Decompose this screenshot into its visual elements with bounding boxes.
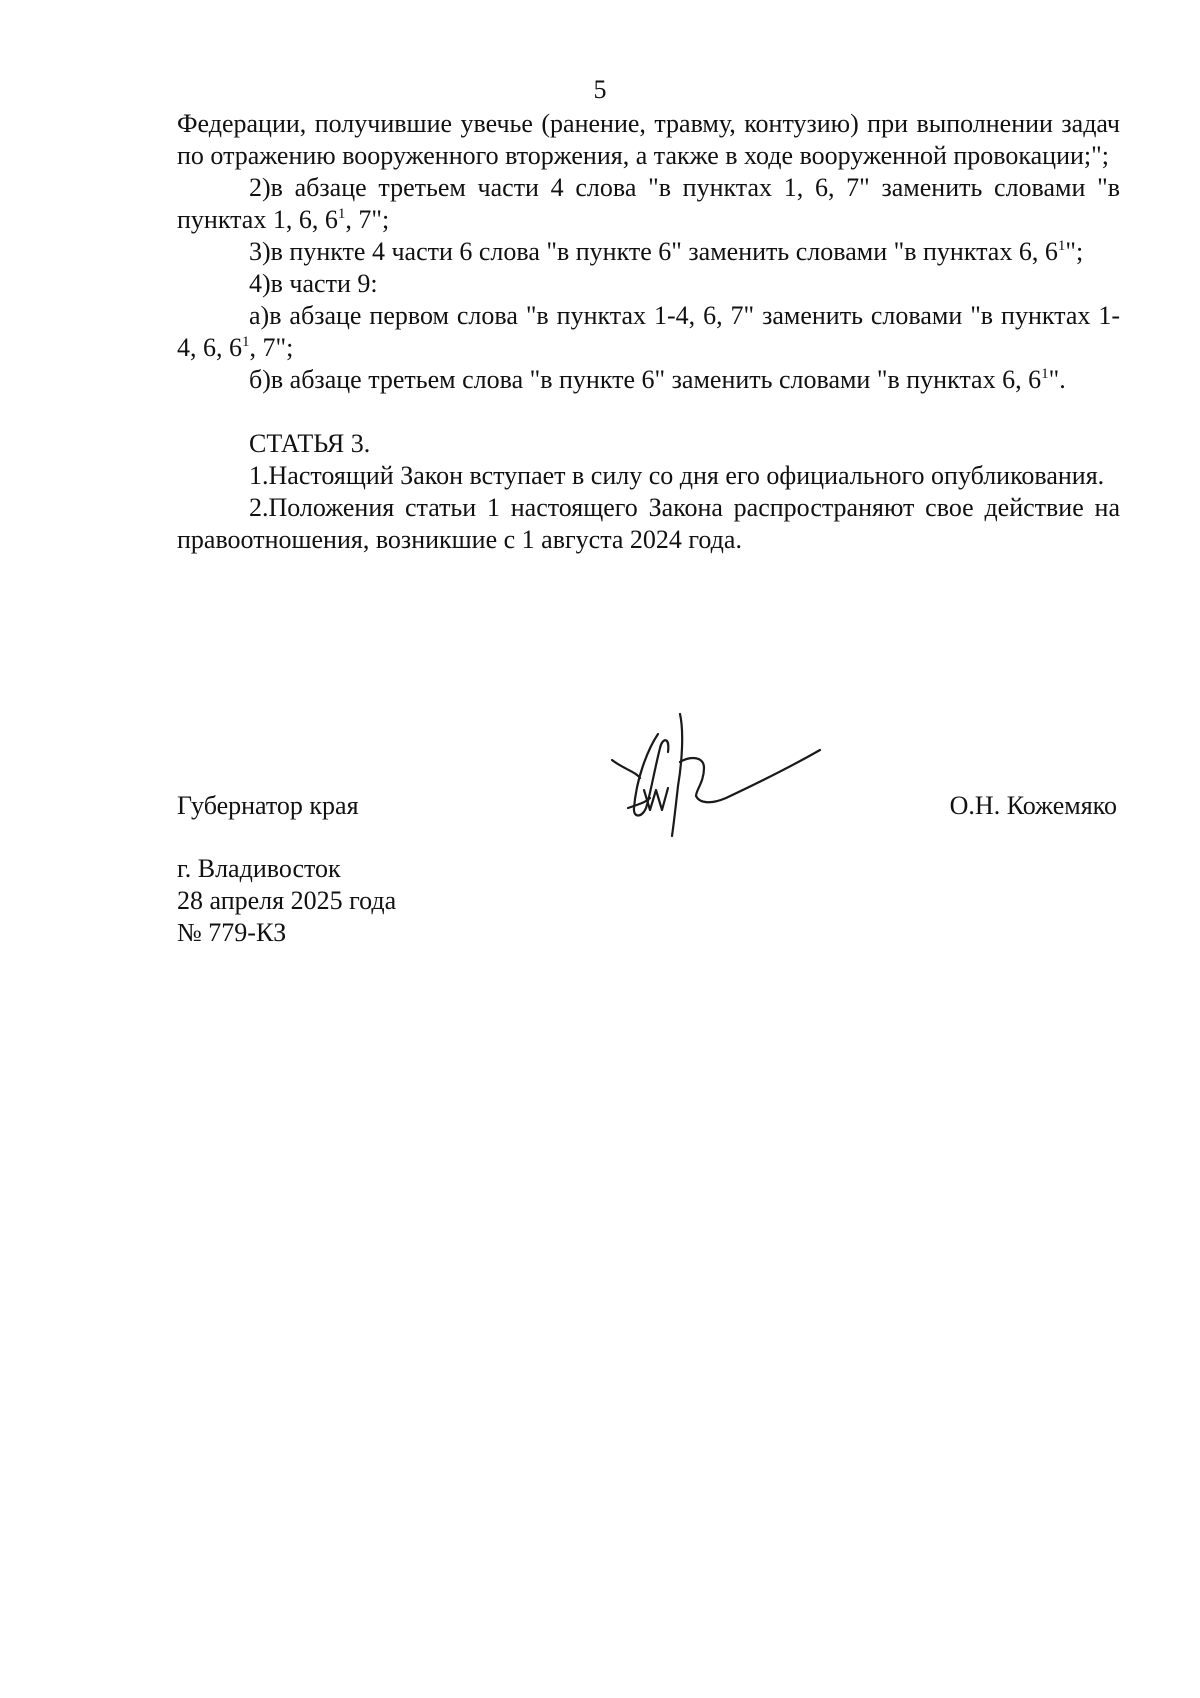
article-item-1: 1.Настоящий Закон вступает в силу со дня его официального опубликования. bbox=[249, 461, 1105, 490]
article-heading: СТАТЬЯ 3. bbox=[249, 429, 371, 458]
paragraph-item-3 bbox=[177, 236, 1120, 268]
article-item-2: 2.Положения статьи 1 настоящего Закона распространяют свое действие на правоотношения, возникшие с 1 августа 2024 года. bbox=[177, 493, 1120, 554]
document-footer bbox=[177, 853, 396, 949]
signer-name: О.Н. Кожемяко bbox=[949, 791, 1117, 820]
footer-city: г. Владивосток bbox=[177, 854, 341, 883]
paragraph-text: б)в абзаце третьем слова "в пункте 6" заменить словами "в пунктах 6, 6 bbox=[249, 365, 1042, 394]
paragraph-text: ". bbox=[1048, 365, 1066, 394]
footer-number: № 779-КЗ bbox=[177, 918, 287, 947]
superscript: 1 bbox=[1057, 238, 1066, 254]
paragraph-item-2 bbox=[177, 172, 1120, 236]
page-number: 5 bbox=[593, 75, 607, 104]
paragraph-text: 2)в абзаце третьем части 4 слова "в пунктах 1, 6, 7" заменить словами "в пунктах 1, 6, 6 bbox=[177, 173, 1120, 234]
signer-title: Губернатор края bbox=[177, 791, 359, 820]
footer-date: 28 апреля 2025 года bbox=[177, 886, 397, 915]
paragraph-text: 3)в пункте 4 части 6 слова "в пункте 6" заменить словами "в пунктах 6, 6 bbox=[249, 237, 1058, 266]
document-body bbox=[177, 108, 1120, 556]
handwritten-signature bbox=[600, 712, 830, 842]
paragraph-continuation: Федерации, получившие увечье (ранение, травму, контузию) при выполнении задач по отражению вооруженного вторжения, а также в ходе вооруженной провокации;"; bbox=[177, 109, 1120, 170]
superscript: 1 bbox=[242, 334, 250, 350]
paragraph-text: а)в абзаце первом слова "в пунктах 1-4, 6, 7" заменить словами "в пунктах 1-4, 6, 6 bbox=[177, 301, 1120, 362]
paragraph-text: , 7"; bbox=[249, 333, 294, 362]
paragraph-item-4a bbox=[177, 300, 1120, 364]
paragraph-item-4b bbox=[177, 364, 1120, 396]
superscript: 1 bbox=[1041, 366, 1049, 382]
superscript: 1 bbox=[337, 206, 346, 222]
paragraph-text: , 7"; bbox=[345, 205, 390, 234]
paragraph-item-4: 4)в части 9: bbox=[249, 269, 378, 298]
paragraph-text: "; bbox=[1065, 237, 1084, 266]
